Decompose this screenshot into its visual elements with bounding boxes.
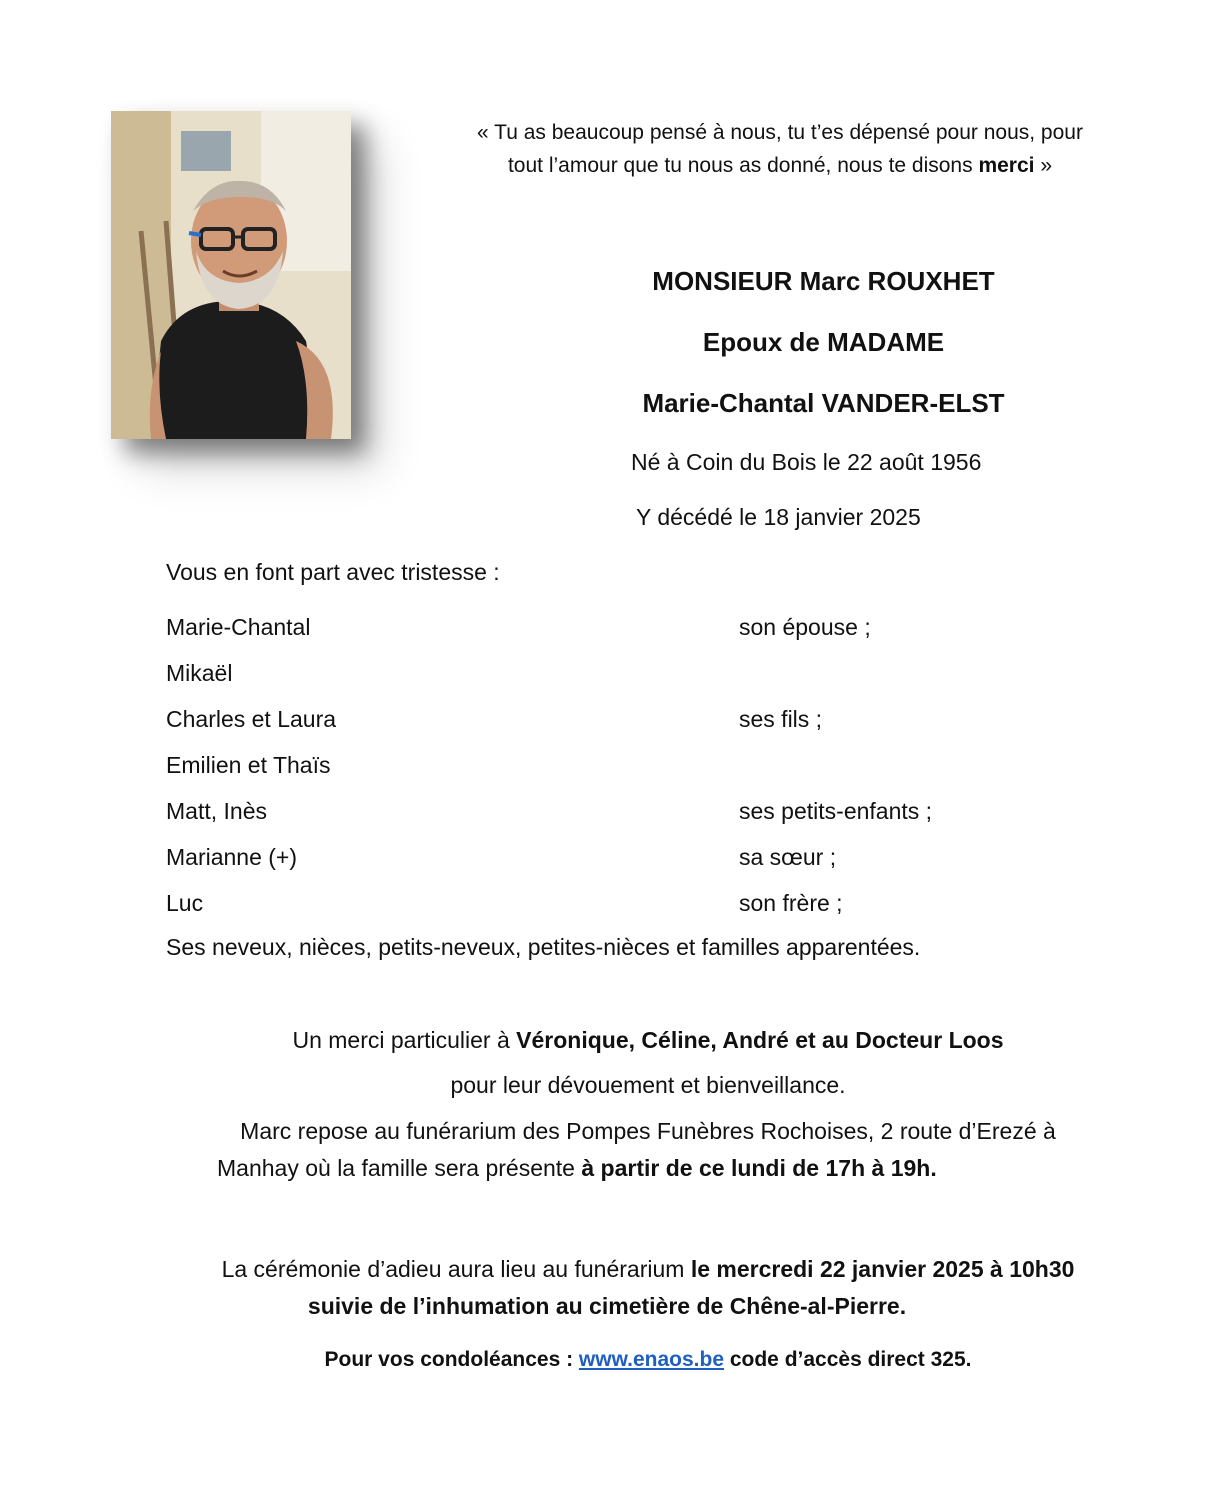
quote-line-2-text: tout l’amour que tu nous as donné, nous te disons: [507, 154, 979, 177]
family-relation: ses petits-enfants ;: [739, 798, 933, 824]
family-name: Matt, Inès: [166, 798, 267, 824]
family-name: Emilien et Thaïs: [166, 752, 331, 778]
spouse-line-1: Epoux de MADAME: [702, 327, 945, 357]
quote-bold-word: merci: [978, 154, 1035, 177]
family-name: Marie-Chantal: [166, 614, 311, 640]
announcement-intro: Vous en font part avec tristesse :: [166, 559, 500, 585]
condolences: [0, 1348, 1214, 1372]
portrait-icon: [111, 111, 351, 439]
birth-info: Né à Coin du Bois le 22 août 1956: [631, 449, 982, 475]
spouse-line-2: Marie-Chantal VANDER-ELST: [642, 388, 1005, 418]
quote-line-1: « Tu as beaucoup pensé à nous, tu t’es dépensé pour nous, pour: [477, 121, 1083, 144]
quote-line-2: [430, 149, 1130, 182]
visitation-text: Manhay où la famille sera présente: [217, 1155, 582, 1181]
ceremony-line-1: [0, 1256, 1214, 1283]
family-name: Marianne (+): [166, 844, 298, 870]
thanks-names: Véronique, Céline, André et au Docteur Loos: [516, 1027, 1004, 1053]
quote: [430, 116, 1130, 182]
condolences-code: code d’accès direct 325.: [724, 1348, 972, 1371]
family-relation: ses fils ;: [739, 706, 823, 732]
family-name: Charles et Laura: [166, 706, 337, 732]
family-name: Luc: [166, 890, 204, 916]
ceremony-text: La cérémonie d’adieu aura lieu au funérarium: [221, 1256, 691, 1282]
thanks-text: Un merci particulier à: [292, 1027, 517, 1053]
family-relation: son épouse ;: [739, 614, 871, 640]
thanks-line-2: pour leur dévouement et bienveillance.: [450, 1072, 846, 1098]
ceremony-date: le mercredi 22 janvier 2025 à 10h30: [690, 1256, 1075, 1282]
visitation-line-1: Marc repose au funérarium des Pompes Funèbres Rochoises, 2 route d’Erezé à: [240, 1118, 1056, 1144]
family-relation: sa sœur ;: [739, 844, 837, 870]
family-name: Mikaël: [166, 660, 233, 686]
thanks-line-1: [0, 1027, 1214, 1054]
deceased-name: MONSIEUR Marc ROUXHET: [652, 266, 995, 296]
quote-closing: »: [1034, 154, 1053, 177]
family-relation: son frère ;: [739, 890, 843, 916]
extended-family: Ses neveux, nièces, petits-neveux, petites-nièces et familles apparentées.: [166, 934, 921, 960]
condolences-label: Pour vos condoléances :: [324, 1348, 579, 1371]
ceremony-line-2: suivie de l’inhumation au cimetière de Chêne-al-Pierre.: [307, 1293, 907, 1319]
visitation-hours: à partir de ce lundi de 17h à 19h.: [581, 1155, 937, 1181]
visitation-line-2: [217, 1155, 937, 1182]
condolences-link[interactable]: www.enaos.be: [578, 1348, 725, 1371]
death-info: Y décédé le 18 janvier 2025: [636, 504, 921, 530]
portrait-photo: [111, 111, 351, 439]
